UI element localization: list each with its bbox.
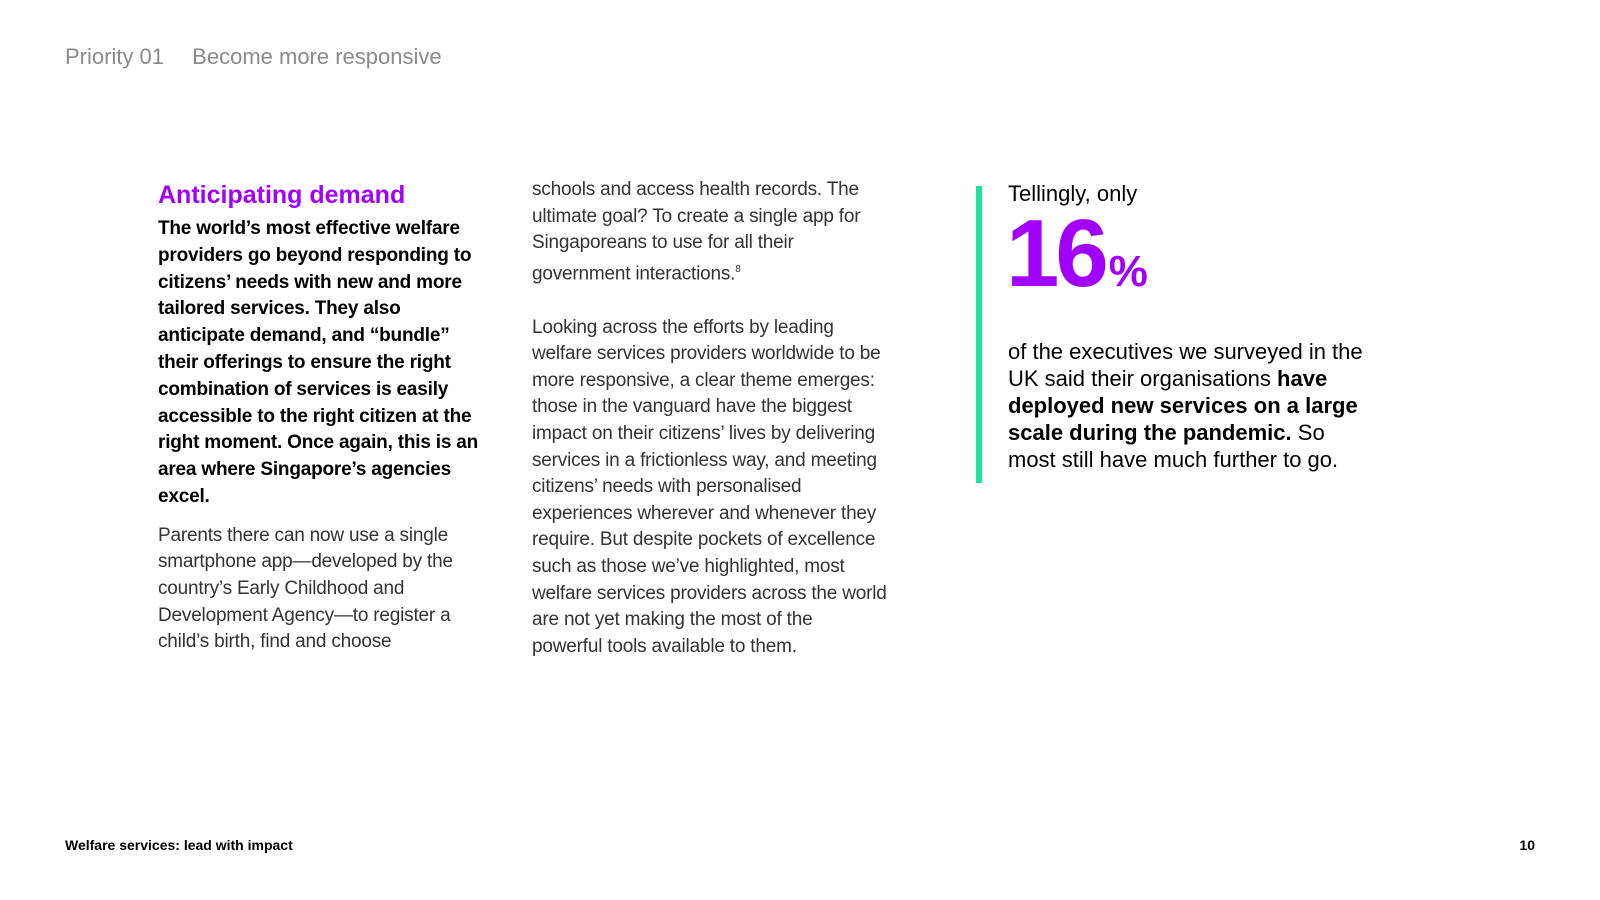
stat-description [1008,338,1373,473]
accent-bar [976,186,982,483]
stat-number: 16 [1006,200,1105,307]
section-title: Become more responsive [192,44,442,69]
stat-figure [1006,200,1373,326]
stat-unit: % [1108,247,1148,296]
body-paragraph-2: Looking across the efforts by leading welfare services providers worldwide to be more responsive, a clear theme emerges: those in the vanguard have the biggest impact on their citizens’ lives by delivering services in a frictionless way, and meeting citizens’ needs with personalised experiences wherever and whenever they require. But despite pockets of excellence such as those we’ve highlighted, most welfare services providers across the world are not yet making the most of the powerful tools available to them. [532,316,887,657]
paragraph-text: schools and access health records. The ultimate goal? To create a single app for Singaporeans to use for all their government interactions. [532,179,861,285]
column-middle [532,177,887,660]
lead-paragraph: The world’s most effective welfare providers go beyond responding to citizens’ needs with new and more tailored services. They also anticipate demand, and “bundle” their offerings to ensure the right combination of services is easily accessible to the right citizen at the right moment. Once again, this is an area where Singapore’s agencies excel. [158,218,479,507]
column-left [158,180,488,656]
stat-content [1008,180,1373,473]
stat-text-before: of the executives we surveyed in the UK said their organisations [1008,339,1363,391]
footer-document-title: Welfare services: lead with impact [65,837,293,853]
section-heading: Anticipating demand [158,181,406,209]
body-paragraph: Parents there can now use a single smartphone app—developed by the country’s Early Childhood and Development Agency—to register a child’s birth, find and choose [158,524,453,653]
stat-text-after: So most still have much further to go. [1008,420,1339,472]
page-number: 10 [1519,837,1535,853]
priority-label: Priority 01 [65,44,165,69]
footnote-marker: 8 [735,263,741,275]
page-header [65,44,442,70]
body-paragraph-continued [532,177,887,288]
stat-text-bold: have deployed new services on a large scale during the pandemic. [1008,366,1358,445]
stat-intro: Tellingly, only [1008,181,1138,206]
